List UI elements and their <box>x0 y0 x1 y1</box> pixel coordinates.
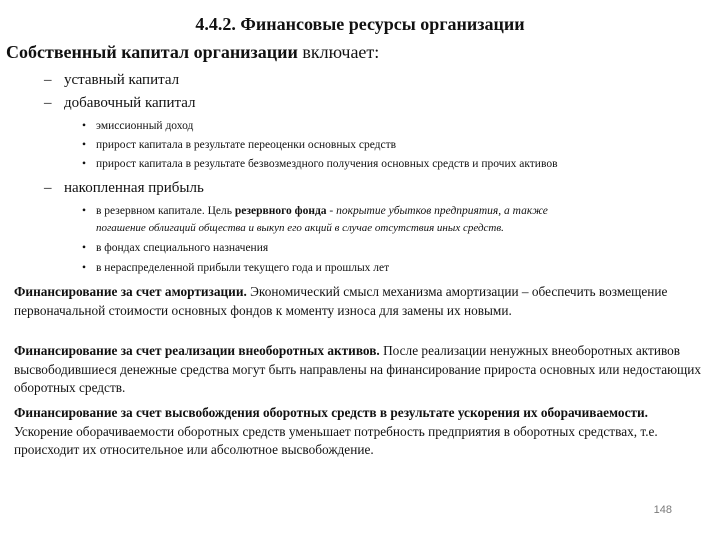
sub-item-reserve-capital <box>82 205 548 217</box>
dash-marker: – <box>44 72 52 88</box>
sub-item-revaluation <box>82 139 397 151</box>
sub-item-label: прирост капитала в результате переоценки основных средств <box>96 139 397 151</box>
paragraph-text: После реализации ненужных внеоборотных активов высвободившиеся денежные средства могут быть направлены на финансирование прироста основных или недостающих оборотных средств. <box>14 343 702 395</box>
list-item-label: добавочный капитал <box>64 95 196 111</box>
list-item-label: уставный капитал <box>64 72 180 88</box>
paragraph-working-capital <box>14 404 704 460</box>
paragraph-text: Ускорение оборачиваемости оборотных средств уменьшает потребность предприятия в оборотных средствах, т.е. происходит их относительное или абсолютное высвобождение. <box>14 423 658 457</box>
paragraph-heading: Финансирование за счет реализации внеоборотных активов. <box>14 343 380 358</box>
list-item-charter-capital <box>44 72 180 89</box>
intro-bold: Собственный капитал организации <box>6 42 298 62</box>
sub-item-emission-income <box>82 120 194 132</box>
sub-item-gratuitous <box>82 158 558 170</box>
list-item-additional-capital <box>44 95 196 112</box>
sub-item-label: в фондах специального назначения <box>96 242 269 254</box>
intro-line <box>6 42 379 63</box>
sub-item-label: прирост капитала в результате безвозмездного получения основных средств и прочих активов <box>96 158 558 170</box>
reserve-bold: резервного фонда <box>234 205 327 217</box>
sub-item-special-funds <box>82 242 269 254</box>
intro-rest: включает: <box>297 42 380 62</box>
bullet-marker: • <box>82 139 87 151</box>
dash-marker: – <box>44 95 52 111</box>
dash-marker: – <box>44 180 52 196</box>
paragraph-text: Экономический смысл механизма амортизации – обеспечить возмещение первоначальной стоимости основных фондов к моменту износа для замены их новыми. <box>14 284 668 318</box>
bullet-marker: • <box>82 205 87 217</box>
sub-item-undistributed-profit <box>82 262 390 274</box>
paragraph-amortization <box>14 283 704 320</box>
bullet-marker: • <box>82 120 87 132</box>
paragraph-noncurrent-assets <box>14 342 704 398</box>
bullet-marker: • <box>82 262 87 274</box>
list-item-label: накопленная прибыль <box>64 180 204 196</box>
page-number: 148 <box>653 504 672 516</box>
bullet-marker: • <box>82 242 87 254</box>
sub-item-label: в нераспределенной прибыли текущего года и прошлых лет <box>96 262 390 274</box>
paragraph-heading: Финансирование за счет высвобождения оборотных средств в результате ускорения их оборачиваемости. <box>14 405 648 420</box>
bullet-marker: • <box>82 158 87 170</box>
reserve-dash: - <box>326 205 337 217</box>
reserve-italic-2: погашение облигаций общества и выкуп его акций в случае отсутствия иных средств. <box>96 222 504 234</box>
list-item-retained-earnings <box>44 180 204 197</box>
reserve-prefix: в резервном капитале. Цель <box>96 205 235 217</box>
paragraph-heading: Финансирование за счет амортизации. <box>14 284 247 299</box>
sub-item-label: эмиссионный доход <box>96 120 194 132</box>
reserve-italic-1: покрытие убытков предприятия, а также <box>336 205 548 217</box>
slide-title: 4.4.2. Финансовые ресурсы организации <box>195 14 525 34</box>
